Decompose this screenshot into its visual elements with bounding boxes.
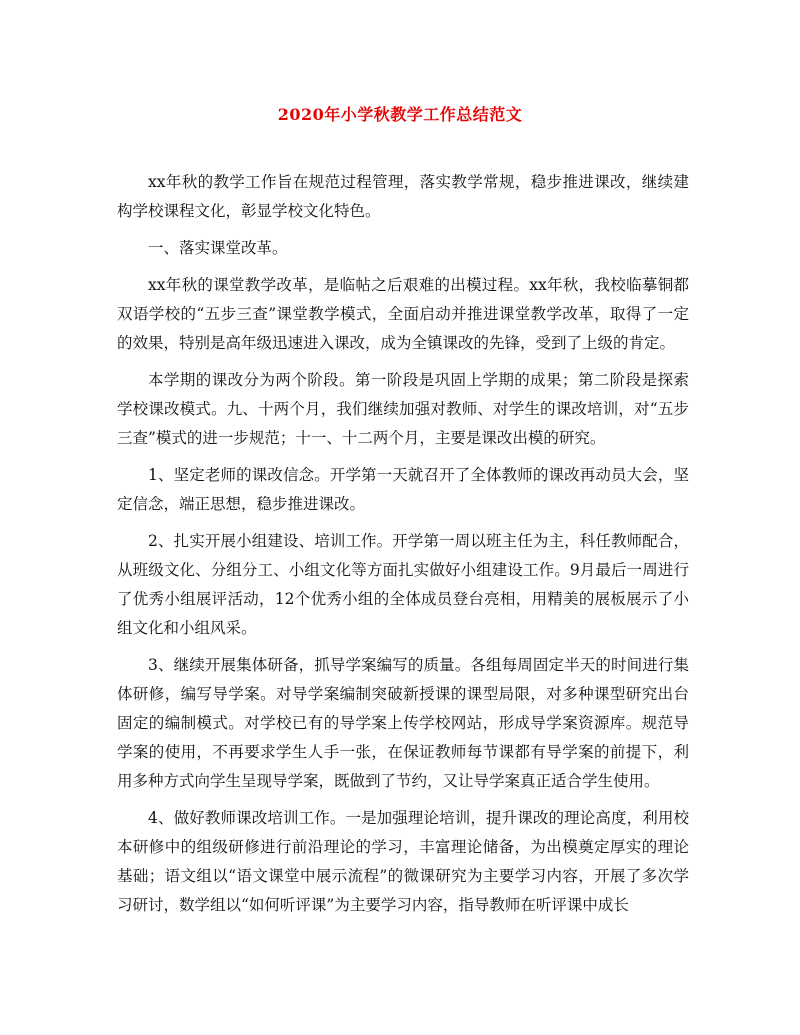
paragraph: 3、继续开展集体研备，抓导学案编写的质量。各组每周固定半天的时间进行集体研修，编写导学案。对导学案编制突破新授课的课型局限，对多种课型研究出台固定的编制模式。对学校已有的导学案上传学校网站，形成导学案资源库。规范导学案的使用，不再要求学生人手一张，在保证教师每节课都有导学案的前提下，利用多种方式向学生呈现导学案，既做到了节约，又让导学案真正适合学生使用。 (117, 656, 689, 790)
paragraph: 4、做好教师课改培训工作。一是加强理论培训，提升课改的理论高度，利用校本研修中的组级研修进行前沿理论的学习，丰富理论储备，为出模奠定厚实的理论基础；语文组以“语文课堂中展示流程”的微课研究为主要学习内容，开展了多次学习研讨，数学组以“如何听评课”为主要学习内容，指导教师在听评课中成长 (117, 809, 689, 914)
paragraph: xx年秋的教学工作旨在规范过程管理，落实教学常规，稳步推进课改，继续建构学校课程文化，彰显学校文化特色。 (117, 173, 689, 220)
paragraph: 1、坚定老师的课改信念。开学第一天就召开了全体教师的课改再动员大会，坚定信念，端正思想，稳步推进课改。 (117, 466, 689, 513)
document-body (117, 168, 689, 928)
section-heading: 一、落实课堂改革。 (148, 239, 288, 257)
paragraph: 本学期的课改分为两个阶段。第一阶段是巩固上学期的成果；第二阶段是探索学校课改模式。九、十两个月，我们继续加强对教师、对学生的课改培训，对“五步三查”模式的进一步规范；十一、十二两个月，主要是课改出模的研究。 (117, 371, 689, 447)
paragraph: xx年秋的课堂教学改革，是临帖之后艰难的出模过程。xx年秋，我校临摹铜都双语学校的“五步三查”课堂教学模式，全面启动并推进课堂教学改革，取得了一定的效果，特别是高年级迅速进入课改，成为全镇课改的先锋，受到了上级的肯定。 (117, 276, 689, 352)
document-title: 2020年小学秋教学工作总结范文 (277, 105, 523, 124)
paragraph: 2、扎实开展小组建设、培训工作。开学第一周以班主任为主，科任教师配合，从班级文化、分组分工、小组文化等方面扎实做好小组建设工作。9月最后一周进行了优秀小组展评活动，12个优秀小组的全体成员登台亮相，用精美的展板展示了小组文化和小组风采。 (117, 532, 689, 637)
